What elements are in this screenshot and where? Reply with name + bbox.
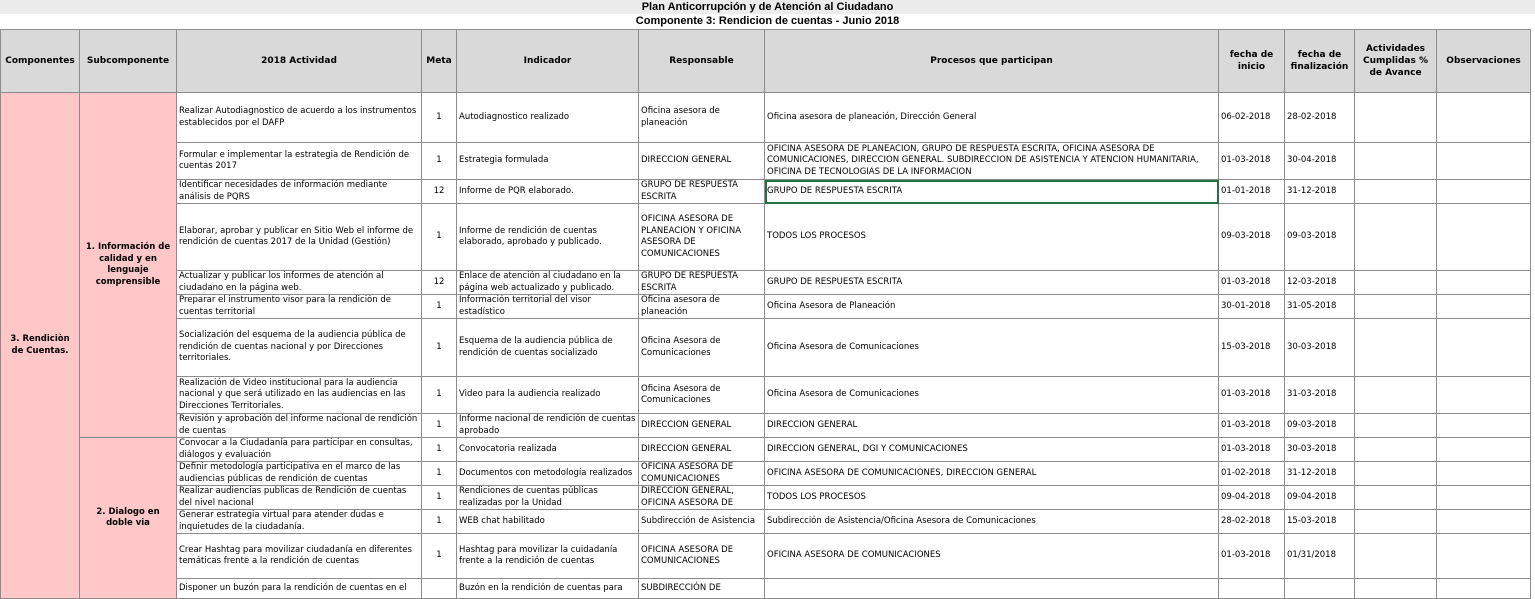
procesos-cell[interactable]: DIRECCION GENERAL, DGI Y COMUNICACIONES [765,438,1219,462]
meta-cell[interactable]: 12 [422,180,457,204]
indicador-cell[interactable]: Convocatoria realizada [457,438,639,462]
procesos-cell[interactable]: OFICINA ASESORA DE COMUNICACIONES [765,534,1219,579]
sheet-title: Plan Anticorrupción y de Atención al Ciudadano [0,0,1535,14]
indicador-cell[interactable]: Rendiciones de cuentas públicas realizadas por la Unidad [457,486,639,510]
meta-cell[interactable]: 1 [422,510,457,534]
meta-cell[interactable]: 1 [422,143,457,180]
meta-cell[interactable]: 1 [422,295,457,319]
sheet-subtitle: Componente 3: Rendicion de cuentas - Junio 2018 [0,14,1535,29]
table-row [1,180,1531,204]
fecha-fin-cell[interactable]: 09-03-2018 [1285,414,1355,438]
indicador-cell[interactable]: Hashtag para movilizar la cuidadanía frente a la rendición de cuentas [457,534,639,579]
fecha-inicio-cell[interactable]: 01-02-2018 [1219,462,1285,486]
table-row [1,204,1531,271]
indicador-cell[interactable]: Video para la audiencia realizado [457,377,639,414]
procesos-cell[interactable]: GRUPO DE RESPUESTA ESCRITA [765,180,1219,204]
avance-cell[interactable] [1355,534,1437,579]
actividad-cell[interactable]: Identificar necesidades de información mediante análisis de PQRS [177,180,422,204]
actividad-cell[interactable]: Definir metodología participativa en el marco de las audiencias públicas de rendición de cuentas [177,462,422,486]
fecha-inicio-cell[interactable]: 09-03-2018 [1219,204,1285,271]
fecha-fin-cell[interactable]: 31-05-2018 [1285,295,1355,319]
fecha-inicio-cell[interactable]: 06-02-2018 [1219,93,1285,143]
actividad-cell[interactable]: Realizar audiencias publicas de Rendición de cuentas del nivel nacional [177,486,422,510]
fecha-fin-cell[interactable]: 31-12-2018 [1285,462,1355,486]
fecha-fin-cell[interactable]: 15-03-2018 [1285,510,1355,534]
fecha-inicio-cell[interactable]: 01-03-2018 [1219,143,1285,180]
responsable-cell[interactable]: Oficina asesora de planeación [639,295,765,319]
fecha-fin-cell[interactable]: 31-12-2018 [1285,180,1355,204]
avance-cell[interactable] [1355,414,1437,438]
meta-cell[interactable]: 1 [422,377,457,414]
table-row [1,271,1531,295]
avance-cell[interactable] [1355,204,1437,271]
meta-cell[interactable]: 1 [422,438,457,462]
actividad-cell[interactable]: Generar estrategia virtual para atender dudas e inquietudes de la ciudadanía. [177,510,422,534]
observaciones-cell[interactable] [1437,462,1531,486]
responsable-cell[interactable]: DIRECCION GENERAL [639,438,765,462]
actividad-cell[interactable]: Convocar a la Ciudadanía para participar en consultas, diálogos y evaluación [177,438,422,462]
fecha-inicio-cell[interactable]: 09-04-2018 [1219,486,1285,510]
actividad-cell[interactable]: Crear Hashtag para movilizar ciudadanía en diferentes temáticas frente a la rendición de cuentas [177,534,422,579]
responsable-cell[interactable]: Oficina Asesora de Comunicaciones [639,319,765,377]
subcomponente-cell[interactable]: 1. Información de calidad y en lenguaje comprensible [80,93,177,438]
table-row [1,438,1531,462]
procesos-cell[interactable]: OFICINA ASESORA DE COMUNICACIONES, DIRECCION GENERAL [765,462,1219,486]
procesos-cell[interactable]: GRUPO DE RESPUESTA ESCRITA [765,271,1219,295]
responsable-cell[interactable]: GRUPO DE RESPUESTA ESCRITA [639,180,765,204]
header-fecha-fin[interactable]: fecha de finalización [1285,30,1355,93]
header-responsable[interactable]: Responsable [639,30,765,93]
fecha-fin-cell[interactable]: 30-03-2018 [1285,438,1355,462]
indicador-cell[interactable]: Informe de rendición de cuentas elaborado, aprobado y publicado. [457,204,639,271]
table-row [1,319,1531,377]
procesos-cell[interactable]: Oficina Asesora de Planeación [765,295,1219,319]
responsable-cell[interactable]: DIRECCION GENERAL [639,414,765,438]
table-row [1,462,1531,486]
procesos-cell[interactable]: Oficina Asesora de Comunicaciones [765,377,1219,414]
avance-cell[interactable] [1355,319,1437,377]
avance-cell[interactable] [1355,462,1437,486]
header-meta[interactable]: Meta [422,30,457,93]
table-row [1,534,1531,579]
actividad-cell[interactable]: Disponer un buzón para la rendición de cuentas en el [177,579,422,599]
avance-cell[interactable] [1355,579,1437,599]
avance-cell[interactable] [1355,271,1437,295]
fecha-fin-cell[interactable]: 30-04-2018 [1285,143,1355,180]
fecha-fin-cell[interactable] [1285,579,1355,599]
meta-cell[interactable]: 1 [422,462,457,486]
actividad-cell[interactable]: Actualizar y publicar los informes de atención al ciudadano en la página web. [177,271,422,295]
observaciones-cell[interactable] [1437,295,1531,319]
header-row [1,30,1531,93]
procesos-cell[interactable]: OFICINA ASESORA DE PLANEACION, GRUPO DE RESPUESTA ESCRITA, OFICINA ASESORA DE COMUNICACIONES, DIRECCION GENERAL. SUBDIRECCION DE ASISTENCIA Y ATENCION HUMANITARIA, OFICINA DE TECNOLOGIAS DE LA INFORMACION [765,143,1219,180]
procesos-cell[interactable] [765,579,1219,599]
fecha-fin-cell[interactable]: 09-04-2018 [1285,486,1355,510]
observaciones-cell[interactable] [1437,204,1531,271]
header-subcomponente[interactable]: Subcomponente [80,30,177,93]
fecha-inicio-cell[interactable]: 30-01-2018 [1219,295,1285,319]
table-row [1,579,1531,599]
procesos-cell[interactable]: DIRECCION GENERAL [765,414,1219,438]
responsable-cell[interactable]: Oficina Asesora de Comunicaciones [639,377,765,414]
table-row [1,93,1531,143]
observaciones-cell[interactable] [1437,414,1531,438]
responsable-cell[interactable]: GRUPO DE RESPUESTA ESCRITA [639,271,765,295]
componente-cell[interactable]: 3. Rendiciòn de Cuentas. [1,93,80,599]
indicador-cell[interactable]: Estrategia formulada [457,143,639,180]
responsable-cell[interactable]: SUBDIRECCIÓN DE [639,579,765,599]
observaciones-cell[interactable] [1437,271,1531,295]
observaciones-cell[interactable] [1437,486,1531,510]
header-componentes[interactable]: Componentes [1,30,80,93]
header-avance[interactable]: Actividades Cumplidas % de Avance [1355,30,1437,93]
header-actividad[interactable]: 2018 Actividad [177,30,422,93]
indicador-cell[interactable]: Informe de PQR elaborado. [457,180,639,204]
procesos-cell[interactable]: TODOS LOS PROCESOS [765,204,1219,271]
avance-cell[interactable] [1355,93,1437,143]
fecha-inicio-cell[interactable]: 01-01-2018 [1219,180,1285,204]
responsable-cell[interactable]: DIRECCION GENERAL, OFICINA ASESORA DE [639,486,765,510]
responsable-cell[interactable]: OFICINA ASESORA DE COMUNICACIONES [639,462,765,486]
procesos-cell[interactable]: Subdirección de Asistencia/Oficina Asesora de Comunicaciones [765,510,1219,534]
fecha-fin-cell[interactable]: 01/31/2018 [1285,534,1355,579]
table-row [1,377,1531,414]
table-row [1,510,1531,534]
fecha-fin-cell[interactable]: 31-03-2018 [1285,377,1355,414]
responsable-cell[interactable]: DIRECCION GENERAL [639,143,765,180]
responsable-cell[interactable]: OFICINA ASESORA DE PLANEACION Y OFICINA ASESORA DE COMUNICACIONES [639,204,765,271]
fecha-inicio-cell[interactable]: 01-03-2018 [1219,534,1285,579]
observaciones-cell[interactable] [1437,510,1531,534]
meta-cell[interactable]: 1 [422,204,457,271]
avance-cell[interactable] [1355,295,1437,319]
avance-cell[interactable] [1355,180,1437,204]
indicador-cell[interactable]: Esquema de la audiencia pública de rendición de cuentas socializado [457,319,639,377]
indicador-cell[interactable]: Información territorial del visor estadístico [457,295,639,319]
actividad-cell[interactable]: Socialización del esquema de la audiencia pública de rendición de cuentas nacional y por Direcciones territoriales. [177,319,422,377]
fecha-fin-cell[interactable]: 12-03-2018 [1285,271,1355,295]
fecha-fin-cell[interactable]: 28-02-2018 [1285,93,1355,143]
observaciones-cell[interactable] [1437,438,1531,462]
fecha-inicio-cell[interactable] [1219,579,1285,599]
fecha-inicio-cell[interactable]: 01-03-2018 [1219,438,1285,462]
avance-cell[interactable] [1355,486,1437,510]
actividad-cell[interactable]: Preparar el instrumento visor para la rendición de cuentas territorial [177,295,422,319]
indicador-cell[interactable]: WEB chat habilitado [457,510,639,534]
responsable-cell[interactable]: Subdirección de Asistencia [639,510,765,534]
meta-cell[interactable] [422,579,457,599]
avance-cell[interactable] [1355,377,1437,414]
fecha-fin-cell[interactable]: 30-03-2018 [1285,319,1355,377]
procesos-cell[interactable]: Oficina asesora de planeación, Dirección General [765,93,1219,143]
fecha-fin-cell[interactable]: 09-03-2018 [1285,204,1355,271]
observaciones-cell[interactable] [1437,180,1531,204]
meta-cell[interactable]: 12 [422,271,457,295]
fecha-inicio-cell[interactable]: 01-03-2018 [1219,414,1285,438]
indicador-cell[interactable]: Buzón en la rendición de cuentas para [457,579,639,599]
indicador-cell[interactable]: Documentos con metodología realizados [457,462,639,486]
responsable-cell[interactable]: Oficina asesora de planeación [639,93,765,143]
rendicion-cuentas-table [0,29,1531,599]
observaciones-cell[interactable] [1437,143,1531,180]
procesos-cell[interactable]: Oficina Asesora de Comunicaciones [765,319,1219,377]
fecha-inicio-cell[interactable]: 28-02-2018 [1219,510,1285,534]
actividad-cell[interactable]: Formular e implementar la estrategia de Rendición de cuentas 2017 [177,143,422,180]
header-procesos[interactable]: Procesos que participan [765,30,1219,93]
subcomponente-cell[interactable]: 2. Dialogo en doble via [80,438,177,599]
observaciones-cell[interactable] [1437,93,1531,143]
actividad-cell[interactable]: Elaborar, aprobar y publicar en Sitio Web el informe de rendición de cuentas 2017 de la Unidad (Gestión) [177,204,422,271]
avance-cell[interactable] [1355,438,1437,462]
header-observaciones[interactable]: Observaciones [1437,30,1531,93]
header-fecha-inicio[interactable]: fecha de inicio [1219,30,1285,93]
actividad-cell[interactable]: Realizar Autodiagnostico de acuerdo a los instrumentos establecidos por el DAFP [177,93,422,143]
avance-cell[interactable] [1355,510,1437,534]
meta-cell[interactable]: 1 [422,414,457,438]
procesos-cell[interactable]: TODOS LOS PROCESOS [765,486,1219,510]
table-row [1,295,1531,319]
meta-cell[interactable]: 1 [422,534,457,579]
fecha-inicio-cell[interactable]: 01-03-2018 [1219,377,1285,414]
header-indicador[interactable]: Indicador [457,30,639,93]
table-row [1,143,1531,180]
indicador-cell[interactable]: Informe nacional de rendición de cuentas aprobado [457,414,639,438]
observaciones-cell[interactable] [1437,579,1531,599]
avance-cell[interactable] [1355,143,1437,180]
indicador-cell[interactable]: Enlace de atención al ciudadano en la página web actualizado y publicado. [457,271,639,295]
table-row [1,414,1531,438]
fecha-inicio-cell[interactable]: 01-03-2018 [1219,271,1285,295]
indicador-cell[interactable]: Autodiagnostico realizado [457,93,639,143]
actividad-cell[interactable]: Realización de Video institucional para la audiencia nacional y que será utilizado en las audiencias en las Direcciones Territoriales. [177,377,422,414]
observaciones-cell[interactable] [1437,534,1531,579]
fecha-inicio-cell[interactable]: 15-03-2018 [1219,319,1285,377]
actividad-cell[interactable]: Revisión y aprobación del informe nacional de rendición de cuentas [177,414,422,438]
observaciones-cell[interactable] [1437,377,1531,414]
meta-cell[interactable]: 1 [422,319,457,377]
meta-cell[interactable]: 1 [422,486,457,510]
meta-cell[interactable]: 1 [422,93,457,143]
responsable-cell[interactable]: OFICINA ASESORA DE COMUNICACIONES [639,534,765,579]
observaciones-cell[interactable] [1437,319,1531,377]
table-row [1,486,1531,510]
